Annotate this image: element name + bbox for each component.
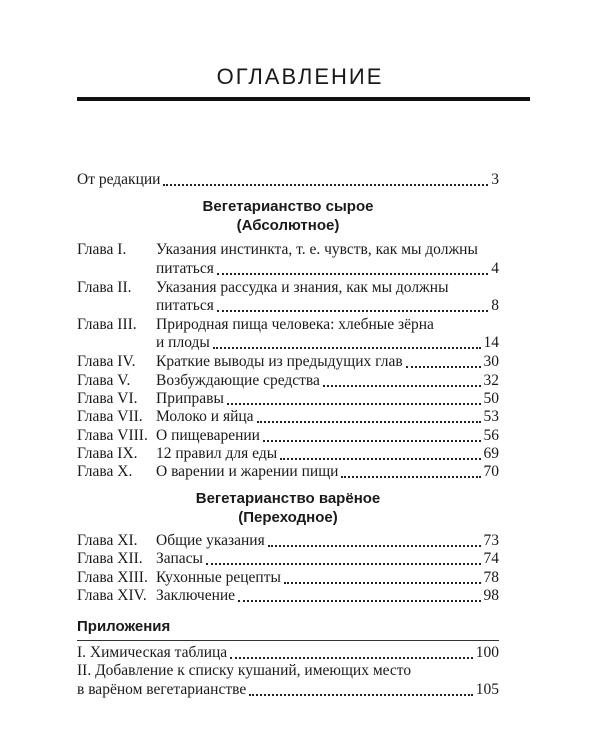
dot-leader — [284, 568, 481, 584]
chapter-number: Глава III. — [77, 316, 137, 333]
toc-entry-chapter-2[interactable] — [77, 278, 499, 298]
dot-leader — [230, 643, 473, 659]
dot-leader — [213, 333, 481, 349]
chapter-number: Глава II. — [77, 279, 132, 296]
page-number: 70 — [483, 463, 499, 480]
dot-leader — [217, 296, 488, 312]
dot-leader — [280, 444, 480, 460]
toc-entry-chapter-1-cont[interactable] — [156, 259, 499, 279]
toc-entry-appendix-2[interactable] — [77, 661, 499, 681]
page-number: 8 — [491, 297, 499, 314]
dot-leader — [217, 259, 488, 275]
chapter-title-line1: Указания рассудка и знания, как мы должны — [156, 279, 449, 296]
toc-entry-chapter-14[interactable] — [77, 586, 499, 606]
page-number: 100 — [475, 644, 499, 661]
chapter-title: О пищеварении — [156, 427, 260, 444]
chapter-title: Запасы — [156, 550, 203, 567]
entry-label: От редакции — [77, 171, 161, 188]
page-number: 53 — [483, 408, 499, 425]
dot-leader — [341, 462, 480, 478]
chapter-title-line2: и плоды — [156, 334, 210, 351]
chapter-title: Приправы — [156, 390, 224, 407]
chapter-title: Кухонные рецепты — [156, 569, 281, 586]
chapter-title: Возбуждающие средства — [156, 372, 320, 389]
page-number: 56 — [483, 427, 499, 444]
dot-leader — [323, 371, 481, 387]
appendix-rule — [77, 640, 499, 641]
chapter-number: Глава VI. — [77, 390, 138, 407]
title-rule — [77, 97, 530, 101]
section-subtitle: (Переходное) — [238, 509, 338, 526]
chapter-number: Глава XI. — [77, 532, 138, 549]
chapter-title-line2: питаться — [156, 297, 214, 314]
chapter-title: Молоко и яйца — [156, 408, 254, 425]
toc-entry-chapter-3-cont[interactable] — [156, 333, 499, 353]
toc-entry-appendix-1[interactable] — [77, 643, 499, 663]
chapter-title-line1: Природная пища человека: хлебные зёрна — [156, 316, 434, 333]
toc-entry-chapter-10[interactable] — [77, 462, 499, 482]
appendix-title: Приложения — [77, 618, 171, 635]
page-number: 105 — [475, 681, 499, 698]
page-number: 3 — [491, 171, 499, 188]
dot-leader — [268, 531, 481, 547]
page-number: 78 — [483, 569, 499, 586]
appendix-item-title: I. Химическая таблица — [77, 644, 228, 661]
dot-leader — [257, 407, 481, 423]
section-title: Вегетарианство сырое — [202, 198, 374, 215]
dot-leader — [263, 426, 481, 442]
dot-leader — [406, 352, 481, 368]
appendix-item-line1: II. Добавление к списку кушаний, имеющих место — [77, 662, 412, 679]
appendix-item-line2: в варёном вегетарианстве — [77, 681, 247, 698]
section-title: Вегетарианство варёное — [195, 490, 381, 507]
toc-entry-chapter-2-cont[interactable] — [156, 296, 499, 316]
section-subtitle: (Абсолютное) — [236, 217, 340, 234]
page-number: 98 — [483, 587, 499, 604]
toc-entry-chapter-12[interactable] — [77, 549, 499, 569]
page-number: 32 — [483, 372, 499, 389]
chapter-number: Глава V. — [77, 372, 131, 389]
page-number: 74 — [483, 550, 499, 567]
chapter-number: Глава VII. — [77, 408, 143, 425]
toc-entry-chapter-7[interactable] — [77, 407, 499, 427]
chapter-title-line2: питаться — [156, 260, 214, 277]
toc-entry-chapter-8[interactable] — [77, 426, 499, 446]
page-number: 69 — [483, 445, 499, 462]
page-title: ОГЛАВЛЕНИЕ — [216, 64, 384, 89]
toc-entry-chapter-11[interactable] — [77, 531, 499, 551]
dot-leader — [206, 549, 481, 565]
chapter-number: Глава X. — [77, 463, 133, 480]
toc-entry-intro[interactable] — [77, 170, 499, 190]
chapter-title: Краткие выводы из предыдущих глав — [156, 353, 403, 370]
dot-leader — [249, 680, 473, 696]
page-number: 4 — [491, 260, 499, 277]
page-number: 50 — [483, 390, 499, 407]
toc-entry-chapter-13[interactable] — [77, 568, 499, 588]
toc-entry-chapter-9[interactable] — [77, 444, 499, 464]
page-number: 30 — [483, 353, 499, 370]
toc-entry-chapter-4[interactable] — [77, 352, 499, 372]
chapter-title: О варении и жарении пищи — [156, 463, 339, 480]
chapter-title: Общие указания — [156, 532, 265, 549]
chapter-title: Заключение — [156, 587, 236, 604]
chapter-number: Глава I. — [77, 241, 127, 258]
chapter-title: 12 правил для еды — [156, 445, 278, 462]
toc-entry-chapter-6[interactable] — [77, 389, 499, 409]
toc-entry-chapter-1[interactable] — [77, 240, 499, 260]
chapter-number: Глава XIII. — [77, 569, 148, 586]
chapter-number: Глава XII. — [77, 550, 143, 567]
dot-leader — [163, 170, 488, 186]
chapter-number: Глава IV. — [77, 353, 136, 370]
chapter-number: Глава VIII. — [77, 427, 148, 444]
page-number: 73 — [483, 532, 499, 549]
toc-entry-appendix-2-cont[interactable] — [77, 680, 499, 700]
toc-entry-chapter-3[interactable] — [77, 315, 499, 335]
page-number: 14 — [483, 334, 499, 351]
toc-entry-chapter-5[interactable] — [77, 371, 499, 391]
chapter-number: Глава IX. — [77, 445, 138, 462]
dot-leader — [238, 586, 480, 602]
chapter-title-line1: Указания инстинкта, т. е. чувств, как мы должны — [156, 241, 478, 258]
dot-leader — [227, 389, 481, 405]
chapter-number: Глава XIV. — [77, 587, 147, 604]
